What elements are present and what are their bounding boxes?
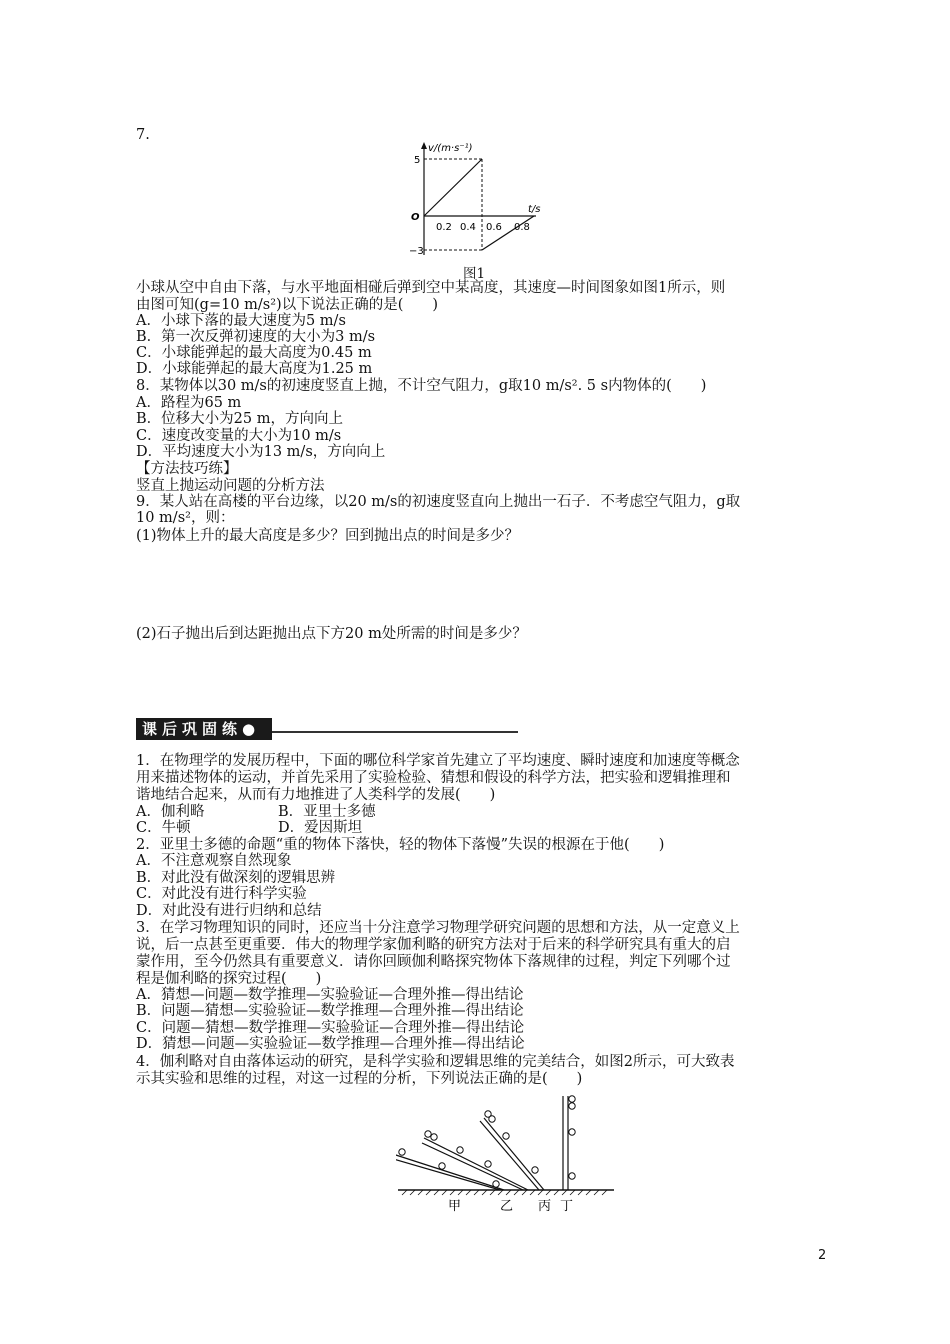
q9-part2: (2)石子抛出后到达距抛出点下方20 m处所需的时间是多少？ [136,626,527,642]
y-axis-label: v/(m·s⁻¹) [428,143,473,154]
label-yi: 乙 [500,1199,514,1214]
q7-option-a: A．小球下落的最大速度为5 m/s [136,313,346,329]
x-tick-0.2: 0.2 [436,222,452,233]
h2-option-b: B．对此没有做深刻的逻辑思辨 [136,870,336,886]
q8-option-c: C．速度改变量的大小为10 m/s [136,428,342,444]
h3-option-d: D．猜想—问题—实验验证—数学推理—合理外推—得出结论 [136,1036,525,1052]
q7-option-d: D．小球能弹起的最大高度为1.25 m [136,361,373,377]
h4-line1: 4．伽利略对自由落体运动的研究，是科学实验和逻辑思维的完美结合，如图2所示，可大致表 [136,1054,735,1070]
q8-option-b: B．位移大小为25 m，方向向上 [136,411,343,427]
incline-experiment-figure [396,1094,616,1214]
h1-option-a: A．伽利略 [136,804,205,820]
y-tick-5: 5 [414,155,421,166]
h3-option-b: B．问题—猜想—实验验证—数学推理—合理外推—得出结论 [136,1003,524,1019]
x-tick-0.6: 0.6 [486,222,502,233]
q7-option-b: B．第一次反弹初速度的大小为3 m/s [136,329,376,345]
h3-line3: 蒙作用，至今仍然具有重要意义．请你回顾伽利略探究物体下落规律的过程，判定下列哪个过 [136,954,731,970]
y-tick-neg3: −3 [409,246,424,257]
x-tick-0.4: 0.4 [460,222,476,233]
q7-option-c: C．小球能弹起的最大高度为0.45 m [136,345,372,361]
x-axis-label: t/s [528,204,541,215]
h4-line2: 示其实验和思维的过程，对这一过程的分析，下列说法正确的是( ) [136,1071,583,1087]
h1-line2: 用来描述物体的运动，并首先采用了实验检验、猜想和假设的科学方法，把实验和逻辑推理和 [136,770,731,786]
plane-yi-bottom [422,1143,523,1190]
q8-stem: 8．某物体以30 m/s的初速度竖直上抛，不计空气阻力，g取10 m/s². 5 s内物体的( ) [136,378,707,394]
method-subheading: 竖直上抛运动问题的分析方法 [136,478,325,494]
figure1-caption: 图1 [463,266,486,282]
h1-line3: 谐地结合起来，从而有力地推进了人类科学的发展( ) [136,787,496,803]
q7-number: 7. [136,127,150,143]
h1-line1: 1．在物理学的发展历程中，下面的哪位科学家首先建立了平均速度、瞬时速度和加速度等概念 [136,753,740,769]
section-title: 课后巩固练● [136,718,272,740]
section-header [136,718,518,742]
vt-graph-figure [408,140,548,260]
section-rule [272,731,518,733]
h2-option-d: D．对此没有进行归纳和总结 [136,903,322,919]
q9-stem-line1: 9．某人站在高楼的平台边缘，以20 m/s的初速度竖直向上抛出一石子．不考虑空气阻力，g取 [136,494,741,510]
plane-jia-top [396,1146,504,1190]
h1-option-b: B．亚里士多德 [278,804,376,820]
h3-line1: 3．在学习物理知识的同时，还应当十分注意学习物理学研究问题的思想和方法，从一定意义上 [136,920,740,936]
h1-option-c: C．牛顿 [136,820,191,836]
q9-part1: (1)物体上升的最大高度是多少？回到抛出点的时间是多少？ [136,528,520,544]
fall-segment [424,159,482,216]
h3-option-a: A．猜想—问题—数学推理—实验验证—合理外推—得出结论 [136,987,524,1003]
ground-hatch [402,1190,607,1195]
origin-label: O [411,212,420,223]
h3-line2: 说，后一点甚至更重要．伟大的物理学家伽利略的研究方法对于后来的科学研究具有重大的启 [136,937,731,953]
x-tick-0.8: 0.8 [514,222,530,233]
q7-stem-line2: 由图可知(g=10 m/s²)以下说法正确的是( ) [136,297,439,313]
q9-stem-line2: 10 m/s²，则： [136,510,235,526]
h3-line4: 程是伽利略的探究过程( ) [136,971,322,987]
y-axis-arrow [421,142,427,149]
h3-option-c: C．问题—猜想—数学推理—实验验证—合理外推—得出结论 [136,1020,525,1036]
label-bing: 丙 [538,1199,552,1214]
label-ding: 丁 [560,1199,574,1214]
q8-option-d: D．平均速度大小为13 m/s，方向向上 [136,444,386,460]
page-number: 2 [818,1248,827,1263]
q7-stem-line1: 小球从空中自由下落，与水平地面相碰后弹到空中某高度，其速度—时间图象如图1所示，则 [136,280,726,296]
method-heading: 【方法技巧练】 [136,461,238,477]
h2-option-c: C．对此没有进行科学实验 [136,886,307,902]
h2-option-a: A．不注意观察自然现象 [136,853,292,869]
q8-option-a: A．路程为65 m [136,395,242,411]
plane-bing-bottom [480,1121,539,1190]
plane-bing-top [484,1118,544,1190]
h1-option-d: D．爱因斯坦 [278,820,363,836]
h2-stem: 2．亚里士多德的命题“重的物体下落快，轻的物体下落慢”失误的根源在于他( ) [136,837,665,853]
label-jia: 甲 [448,1199,462,1214]
